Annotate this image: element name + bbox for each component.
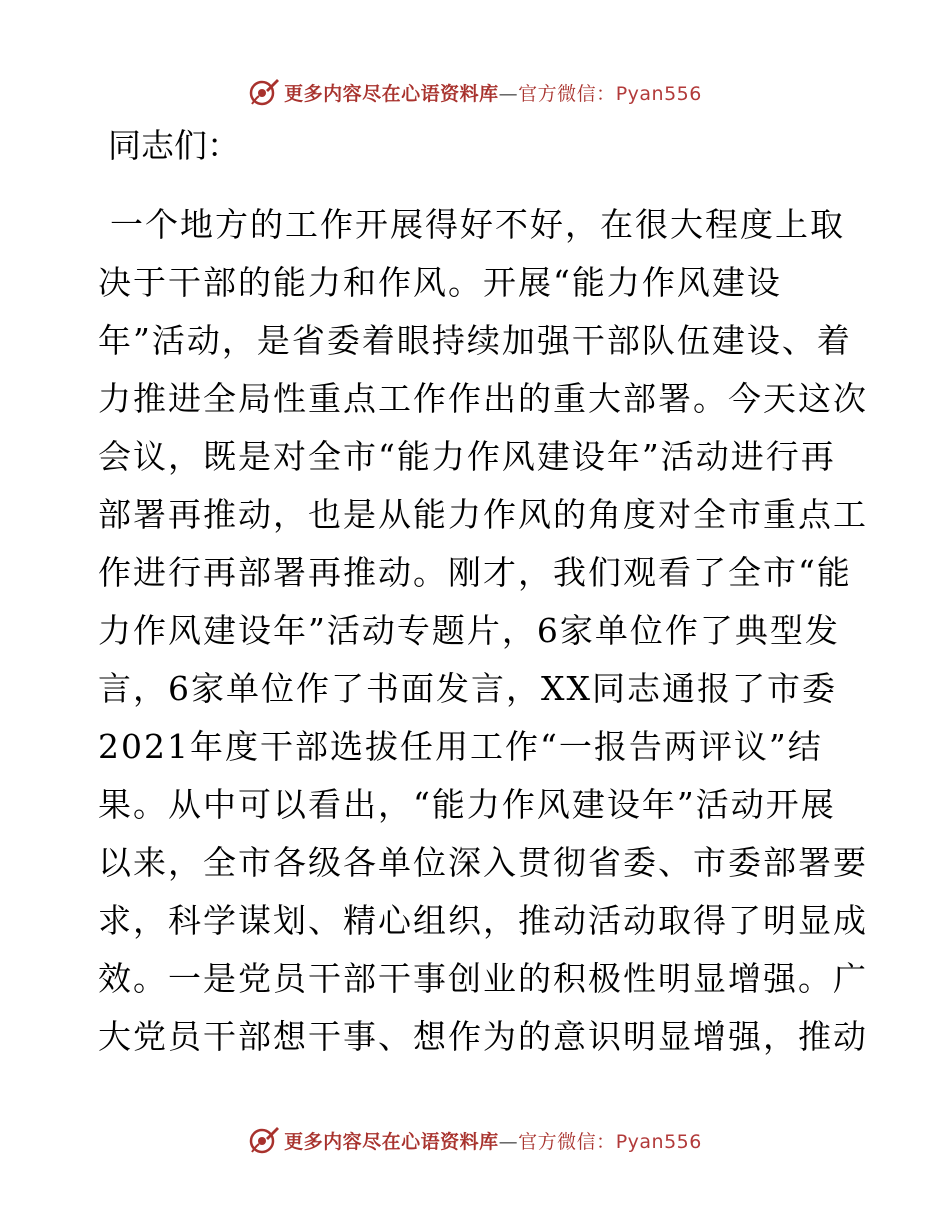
paragraph-line: 大党员干部想干事、想作为的意识明显增强，推动 [98, 1017, 868, 1056]
watermark-wechat-label: 官方微信： [518, 82, 616, 105]
paragraph-line: 决于干部的能力和作风。开展“能力作风建设 [98, 263, 782, 302]
paragraph-line: 部署再推动，也是从能力作风的角度对全市重点工 [98, 495, 868, 534]
header-watermark [0, 72, 950, 112]
watermark-site-name: 更多内容尽在心语资料库 [284, 82, 499, 105]
paragraph-line: 会议，既是对全市“能力作风建设年”活动进行再 [98, 437, 836, 476]
footer-watermark [0, 1120, 950, 1160]
watermark-site-name: 更多内容尽在心语资料库 [284, 1130, 499, 1153]
paragraph-line: 2021年度干部选拔任用工作“一报告两评议”结 [98, 727, 823, 766]
paragraph-line: 以来，全市各级各单位深入贯彻省委、市委部署要 [98, 843, 868, 882]
watermark-wechat-id: Pyan556 [615, 82, 702, 105]
paragraph-line: 作进行再部署再推动。刚才，我们观看了全市“能 [98, 553, 852, 592]
quill-seal-icon [248, 1124, 280, 1156]
watermark-text [284, 79, 702, 106]
paragraph-line: 力作风建设年”活动专题片，6家单位作了典型发 [98, 611, 840, 650]
paragraph-line: 一个地方的工作开展得好不好，在很大程度上取 [110, 205, 845, 244]
watermark-separator: — [498, 82, 519, 105]
watermark-wechat-id: Pyan556 [615, 1130, 702, 1153]
watermark-separator: — [498, 1130, 519, 1153]
paragraph-line: 年”活动，是省委着眼持续加强干部队伍建设、着 [98, 321, 852, 360]
speech-paragraph [98, 196, 868, 1066]
watermark-wechat-label: 官方微信： [518, 1130, 616, 1153]
salutation: 同志们： [108, 126, 240, 165]
paragraph-line: 力推进全局性重点工作作出的重大部署。今天这次 [98, 379, 868, 418]
quill-seal-icon [248, 76, 280, 108]
paragraph-line: 果。从中可以看出，“能力作风建设年”活动开展 [98, 785, 836, 824]
paragraph-line: 言，6家单位作了书面发言，XX同志通报了市委 [98, 669, 837, 708]
paragraph-line: 效。一是党员干部干事创业的积极性明显增强。广 [98, 959, 868, 998]
paragraph-line: 求，科学谋划、精心组织，推动活动取得了明显成 [98, 901, 868, 940]
watermark-text [284, 1127, 702, 1154]
